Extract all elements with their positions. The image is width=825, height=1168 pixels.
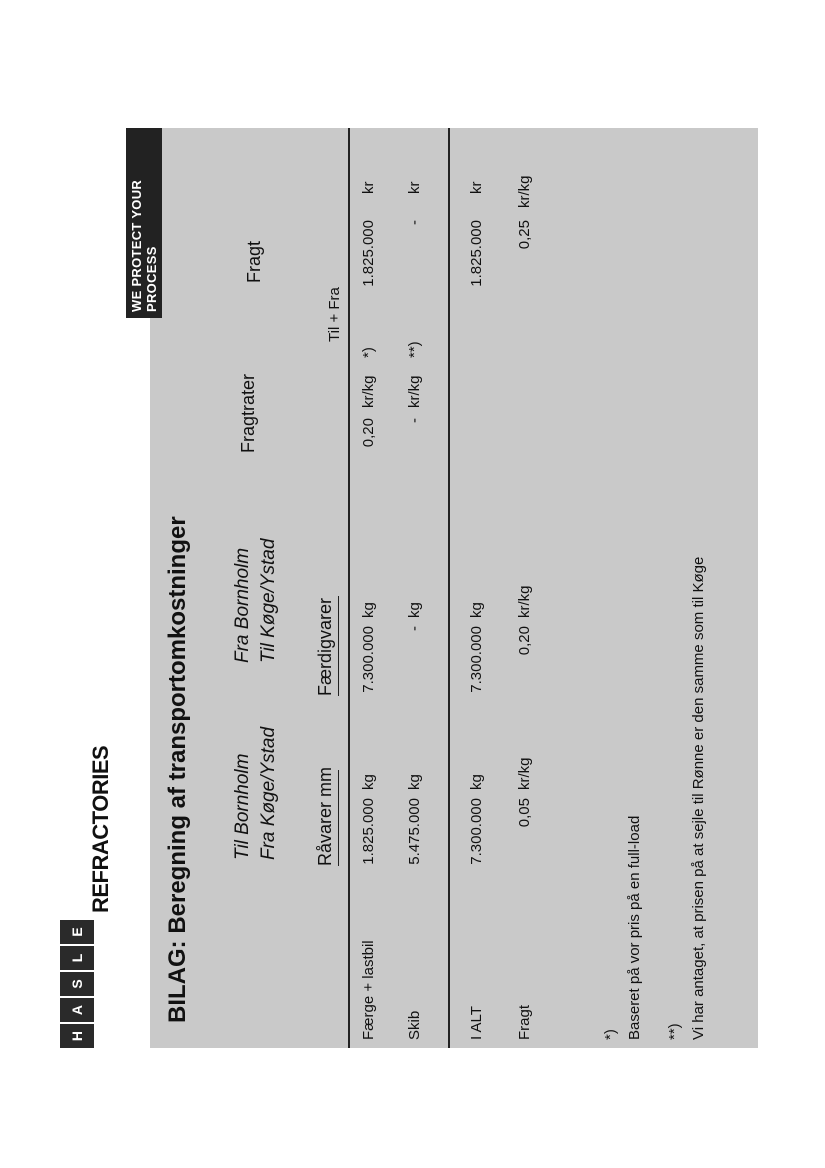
logo-letter-e: E xyxy=(60,920,94,944)
slide-title: BILAG: Beregning af transportomkostninger xyxy=(164,516,191,1023)
row-ship-rate-value: - xyxy=(406,418,423,423)
company-logo xyxy=(58,745,130,1048)
row-ship-fin-value: - xyxy=(406,626,423,631)
row-ship-fin-unit: kg xyxy=(406,602,423,618)
fin-col-line1: Fra Bornholm xyxy=(232,547,253,663)
row-total-fin-unit: kg xyxy=(468,602,485,618)
cost-slide xyxy=(129,128,758,1048)
row-total-raw-unit: kg xyxy=(468,774,485,790)
row-total-freight-unit: kr xyxy=(468,181,485,194)
row-total-raw-value: 7.300.000 xyxy=(468,798,485,865)
raw-col-line1: Til Bornholm xyxy=(232,753,253,860)
tagline-badge: WE PROTECT YOUR PROCESS xyxy=(126,128,162,318)
total-rule xyxy=(448,128,450,1048)
row-ship-rate-note: **) xyxy=(406,341,423,358)
top-rule xyxy=(348,128,350,1048)
row-freight-fin-unit: kr/kg xyxy=(516,585,533,618)
row-ferry-rate-unit: kr/kg xyxy=(360,375,377,408)
logo-wordmark: REFRACTORIES xyxy=(88,745,113,913)
row-ship-rate-unit: kr/kg xyxy=(406,375,423,408)
footnote-1-mark: *) xyxy=(602,1029,619,1040)
row-freight-raw-value: 0,05 xyxy=(516,798,533,828)
row-total-label: I ALT xyxy=(468,1006,485,1040)
row-freight-label: Fragt xyxy=(516,1004,533,1040)
row-ferry-freight-value: 1.825.000 xyxy=(360,220,377,287)
finished-header-underline xyxy=(338,596,339,696)
raw-col-line2: Fra Køge/Ystad xyxy=(258,726,279,860)
row-ship-raw-unit: kg xyxy=(406,774,423,790)
row-ferry-rate-value: 0,20 xyxy=(360,418,377,448)
logo-letter-l: L xyxy=(60,946,94,970)
row-ship-raw-value: 5.475.000 xyxy=(406,798,423,865)
footnote-2-mark: **) xyxy=(666,1023,683,1040)
footnote-2-text: Vi har antaget, at prisen på at sejle til Rønne er den samme som til Køge xyxy=(690,556,707,1040)
freight-header: Fragt xyxy=(244,240,264,283)
rates-header: Fragtrater xyxy=(238,373,258,453)
row-total-freight-value: 1.825.000 xyxy=(468,220,485,287)
row-freight-freight-value: 0,25 xyxy=(516,220,533,250)
logo-letter-a: A xyxy=(60,998,94,1022)
logo-letter-s: S xyxy=(60,972,94,996)
raw-header: Råvarer mm xyxy=(315,766,335,866)
finished-header: Færdigvarer xyxy=(315,597,335,696)
row-ferry-rate-note: *) xyxy=(360,347,377,358)
row-ship-freight-value: - xyxy=(406,220,423,225)
row-ferry-freight-unit: kr xyxy=(360,181,377,194)
row-freight-fin-value: 0,20 xyxy=(516,626,533,656)
row-ferry-fin-value: 7.300.000 xyxy=(360,626,377,693)
freight-subheader: Til + Fra xyxy=(326,287,343,342)
row-ferry-label: Færge + lastbil xyxy=(360,940,377,1040)
row-ship-label: Skib xyxy=(406,1010,423,1040)
row-ferry-raw-value: 1.825.000 xyxy=(360,798,377,865)
row-total-fin-value: 7.300.000 xyxy=(468,626,485,693)
row-ferry-fin-unit: kg xyxy=(360,602,377,618)
row-freight-raw-unit: kr/kg xyxy=(516,757,533,790)
row-ship-freight-unit: kr xyxy=(406,181,423,194)
logo-letter-h: H xyxy=(60,1024,94,1048)
fin-col-line2: Til Køge/Ystad xyxy=(258,538,279,663)
row-ferry-raw-unit: kg xyxy=(360,774,377,790)
footnote-1-text: Baseret på vor pris på en full-load xyxy=(626,815,643,1040)
raw-header-underline xyxy=(338,770,339,866)
row-freight-freight-unit: kr/kg xyxy=(516,175,533,208)
